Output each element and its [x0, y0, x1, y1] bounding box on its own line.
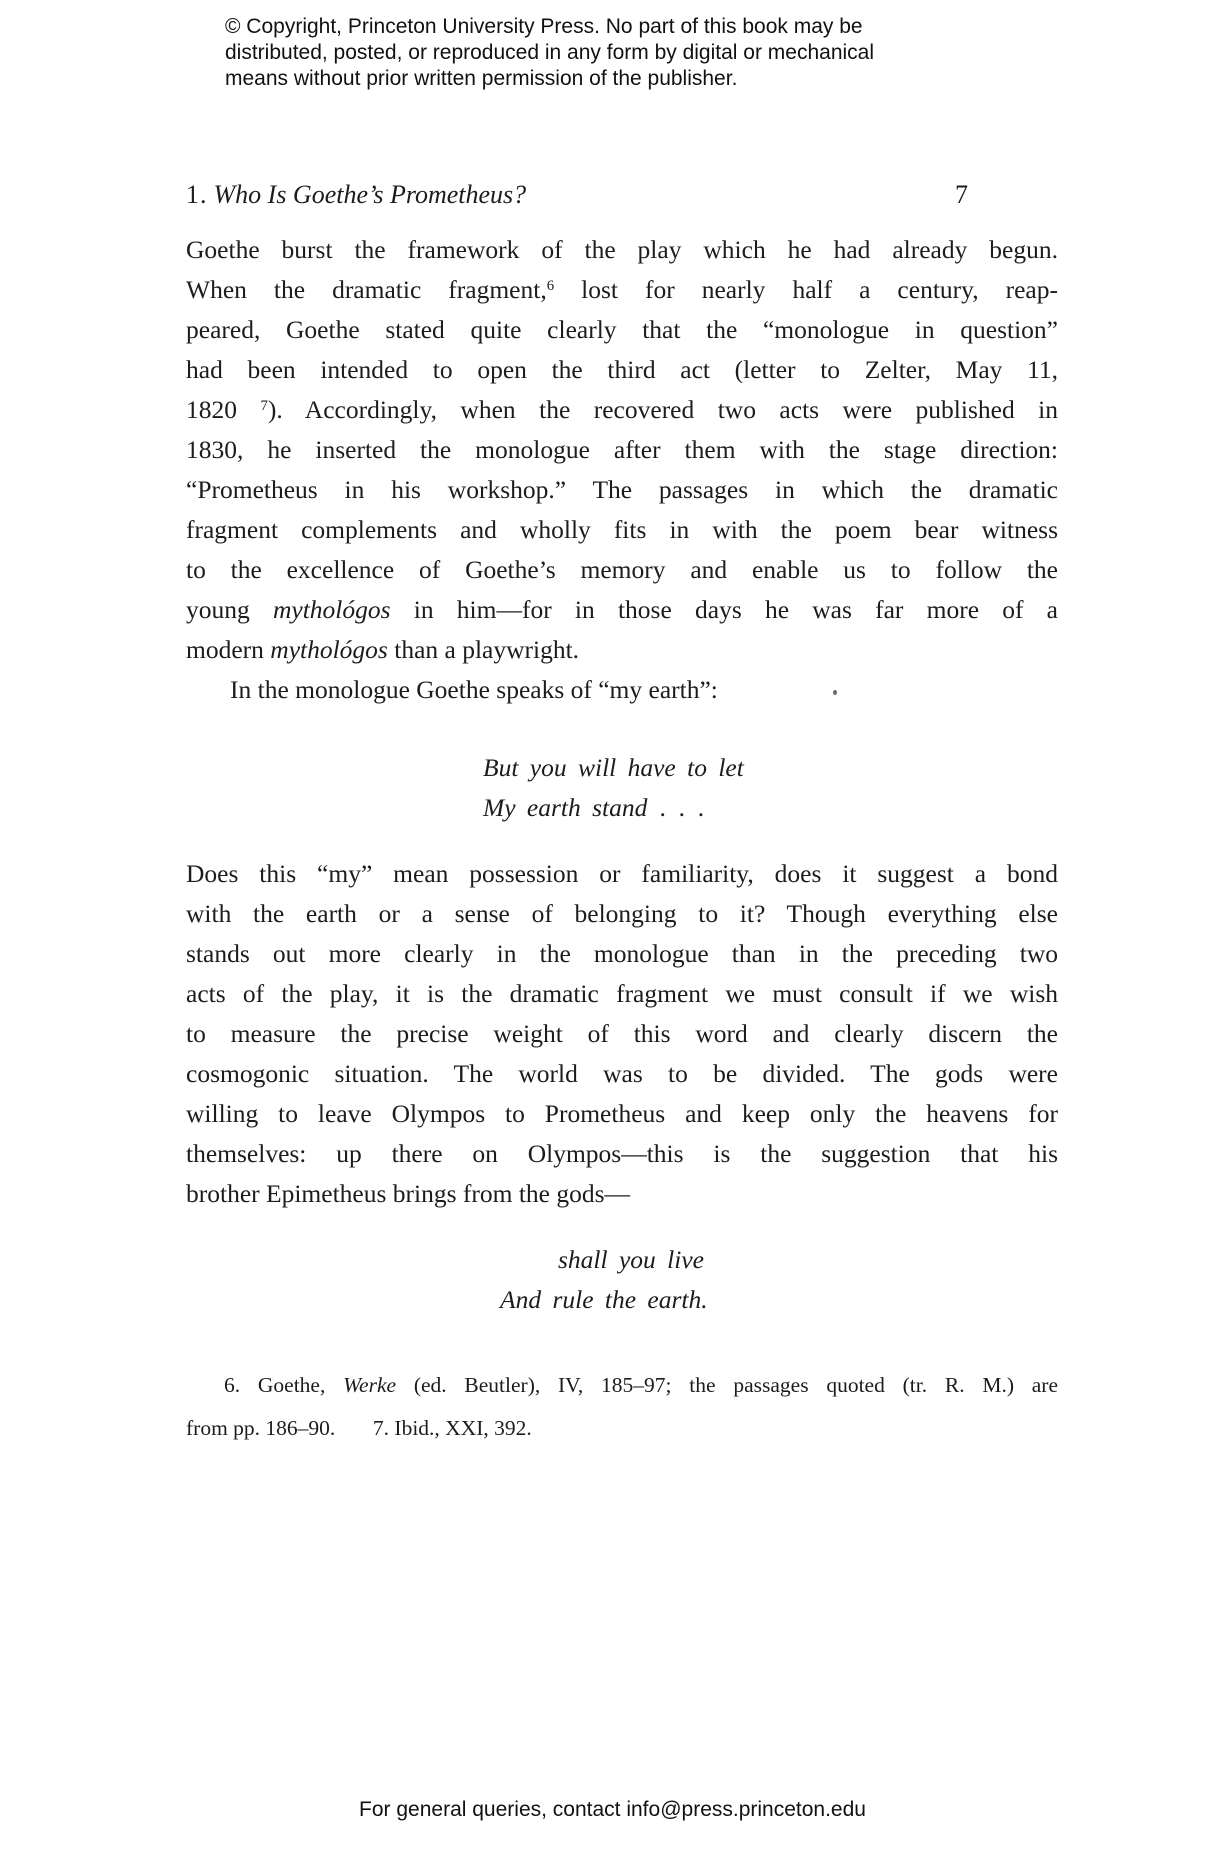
- verse-quote-1: [483, 748, 1058, 828]
- text-segment: 6. Goethe,: [224, 1373, 344, 1397]
- text-segment: acts of the play, it is the dramatic fragment we must consult if we wish: [186, 979, 1058, 1008]
- italic-text-segment: mythológos: [270, 635, 388, 664]
- text-line: [483, 748, 1058, 788]
- text-segment: brother Epimetheus brings from the gods—: [186, 1179, 631, 1208]
- paragraph-3: [186, 854, 1058, 1214]
- text-segment: 1820: [186, 395, 261, 424]
- text-segment: than a playwright.: [387, 635, 580, 664]
- text-line: [186, 230, 1058, 270]
- text-line: [186, 350, 1058, 390]
- text-segment: to the excellence of Goethe’s memory and enable us to follow the: [186, 555, 1058, 584]
- text-line: [483, 788, 1058, 828]
- text-segment: fragment complements and wholly fits in with the poem bear witness: [186, 515, 1058, 544]
- text-line: [186, 1174, 1058, 1214]
- paragraph-1: [186, 230, 1058, 670]
- text-segment: to measure the precise weight of this word and clearly discern the: [186, 1019, 1058, 1048]
- text-line: [186, 1407, 1058, 1450]
- text-segment: © Copyright, Princeton University Press. No part of this book may be: [225, 15, 863, 38]
- copyright-notice: [225, 14, 965, 92]
- text-line: [500, 1240, 1058, 1280]
- text-line: [225, 14, 965, 40]
- text-line: [186, 1134, 1058, 1174]
- text-line: [186, 854, 1058, 894]
- text-line: [186, 1094, 1058, 1134]
- text-segment: Does this “my” mean possession or familiarity, does it suggest a bond: [186, 859, 1058, 888]
- text-segment: 1830, he inserted the monologue after them with the stage direction:: [186, 435, 1058, 464]
- footnotes: [186, 1364, 1058, 1450]
- text-line: [225, 66, 965, 92]
- text-segment: ). Accordingly, when the recovered two acts were published in: [267, 395, 1059, 424]
- text-line: [186, 590, 1058, 630]
- text-line: [186, 510, 1058, 550]
- text-segment: shall you live: [558, 1245, 704, 1274]
- text-line: [186, 1054, 1058, 1094]
- text-line: [186, 1014, 1058, 1054]
- page-number: 7: [955, 180, 968, 209]
- chapter-number: 1.: [186, 180, 208, 209]
- text-segment: (ed. Beutler), IV, 185–97; the passages quoted (tr. R. M.) are: [396, 1373, 1058, 1397]
- text-segment: lost for nearly half a century, reap-: [554, 275, 1058, 304]
- text-segment: young: [186, 595, 273, 624]
- text-segment: themselves: up there on Olympos—this is the suggestion that his: [186, 1139, 1058, 1168]
- text-segment: distributed, posted, or reproduced in any form by digital or mechanical: [225, 41, 875, 64]
- text-segment: means without prior written permission of the publisher.: [225, 67, 738, 90]
- footer-contact: For general queries, contact info@press.princeton.edu: [359, 1798, 866, 1821]
- text-segment: in him—for in those days he was far more of a: [390, 595, 1059, 624]
- text-segment: from pp. 186–90. 7. Ibid., XXI, 392.: [186, 1416, 532, 1440]
- text-segment: peared, Goethe stated quite clearly that the “monologue in question”: [186, 315, 1058, 344]
- page-header: [186, 180, 968, 210]
- footnote-marker: 7: [260, 398, 268, 414]
- text-line: [186, 550, 1058, 590]
- text-line: [225, 40, 965, 66]
- text-segment: “Prometheus in his workshop.” The passages in which the dramatic: [186, 475, 1058, 504]
- text-line: [186, 310, 1058, 350]
- text-segment: My earth stand . . .: [483, 793, 705, 822]
- footnote-marker: 6: [546, 278, 555, 294]
- text-segment: When the dramatic fragment,: [186, 275, 547, 304]
- text-segment: But you will have to let: [483, 753, 744, 782]
- text-line: [186, 974, 1058, 1014]
- text-line: [186, 934, 1058, 974]
- text-segment: stands out more clearly in the monologue than in the preceding two: [186, 939, 1058, 968]
- text-segment: willing to leave Olympos to Prometheus and keep only the heavens for: [186, 1099, 1058, 1128]
- text-line: [186, 1364, 1058, 1407]
- text-segment: had been intended to open the third act (letter to Zelter, May 11,: [186, 355, 1058, 384]
- text-segment: In the monologue Goethe speaks of “my earth”:: [230, 675, 718, 704]
- verse-quote-2: [500, 1240, 1058, 1320]
- italic-text-segment: Werke: [343, 1373, 397, 1397]
- text-line: [186, 430, 1058, 470]
- text-column: [186, 230, 1058, 1450]
- text-line: [186, 470, 1058, 510]
- text-line: [186, 670, 1058, 710]
- text-segment: with the earth or a sense of belonging to it? Though everything else: [186, 899, 1058, 928]
- text-line: [186, 390, 1058, 430]
- chapter-title: Who Is Goethe’s Prometheus?: [213, 180, 527, 209]
- text-line: [186, 630, 1058, 670]
- text-line: [500, 1280, 1058, 1320]
- text-segment: And rule the earth.: [500, 1285, 708, 1314]
- chapter-heading: [186, 180, 526, 210]
- text-line: [186, 270, 1058, 310]
- italic-text-segment: mythológos: [272, 595, 391, 624]
- text-segment: Goethe burst the framework of the play which he had already begun.: [186, 235, 1058, 264]
- text-segment: modern: [186, 635, 271, 664]
- print-artifact-dot: [833, 690, 837, 695]
- paragraph-2: [186, 670, 1058, 710]
- text-segment: cosmogonic situation. The world was to be divided. The gods were: [186, 1059, 1058, 1088]
- text-line: [186, 894, 1058, 934]
